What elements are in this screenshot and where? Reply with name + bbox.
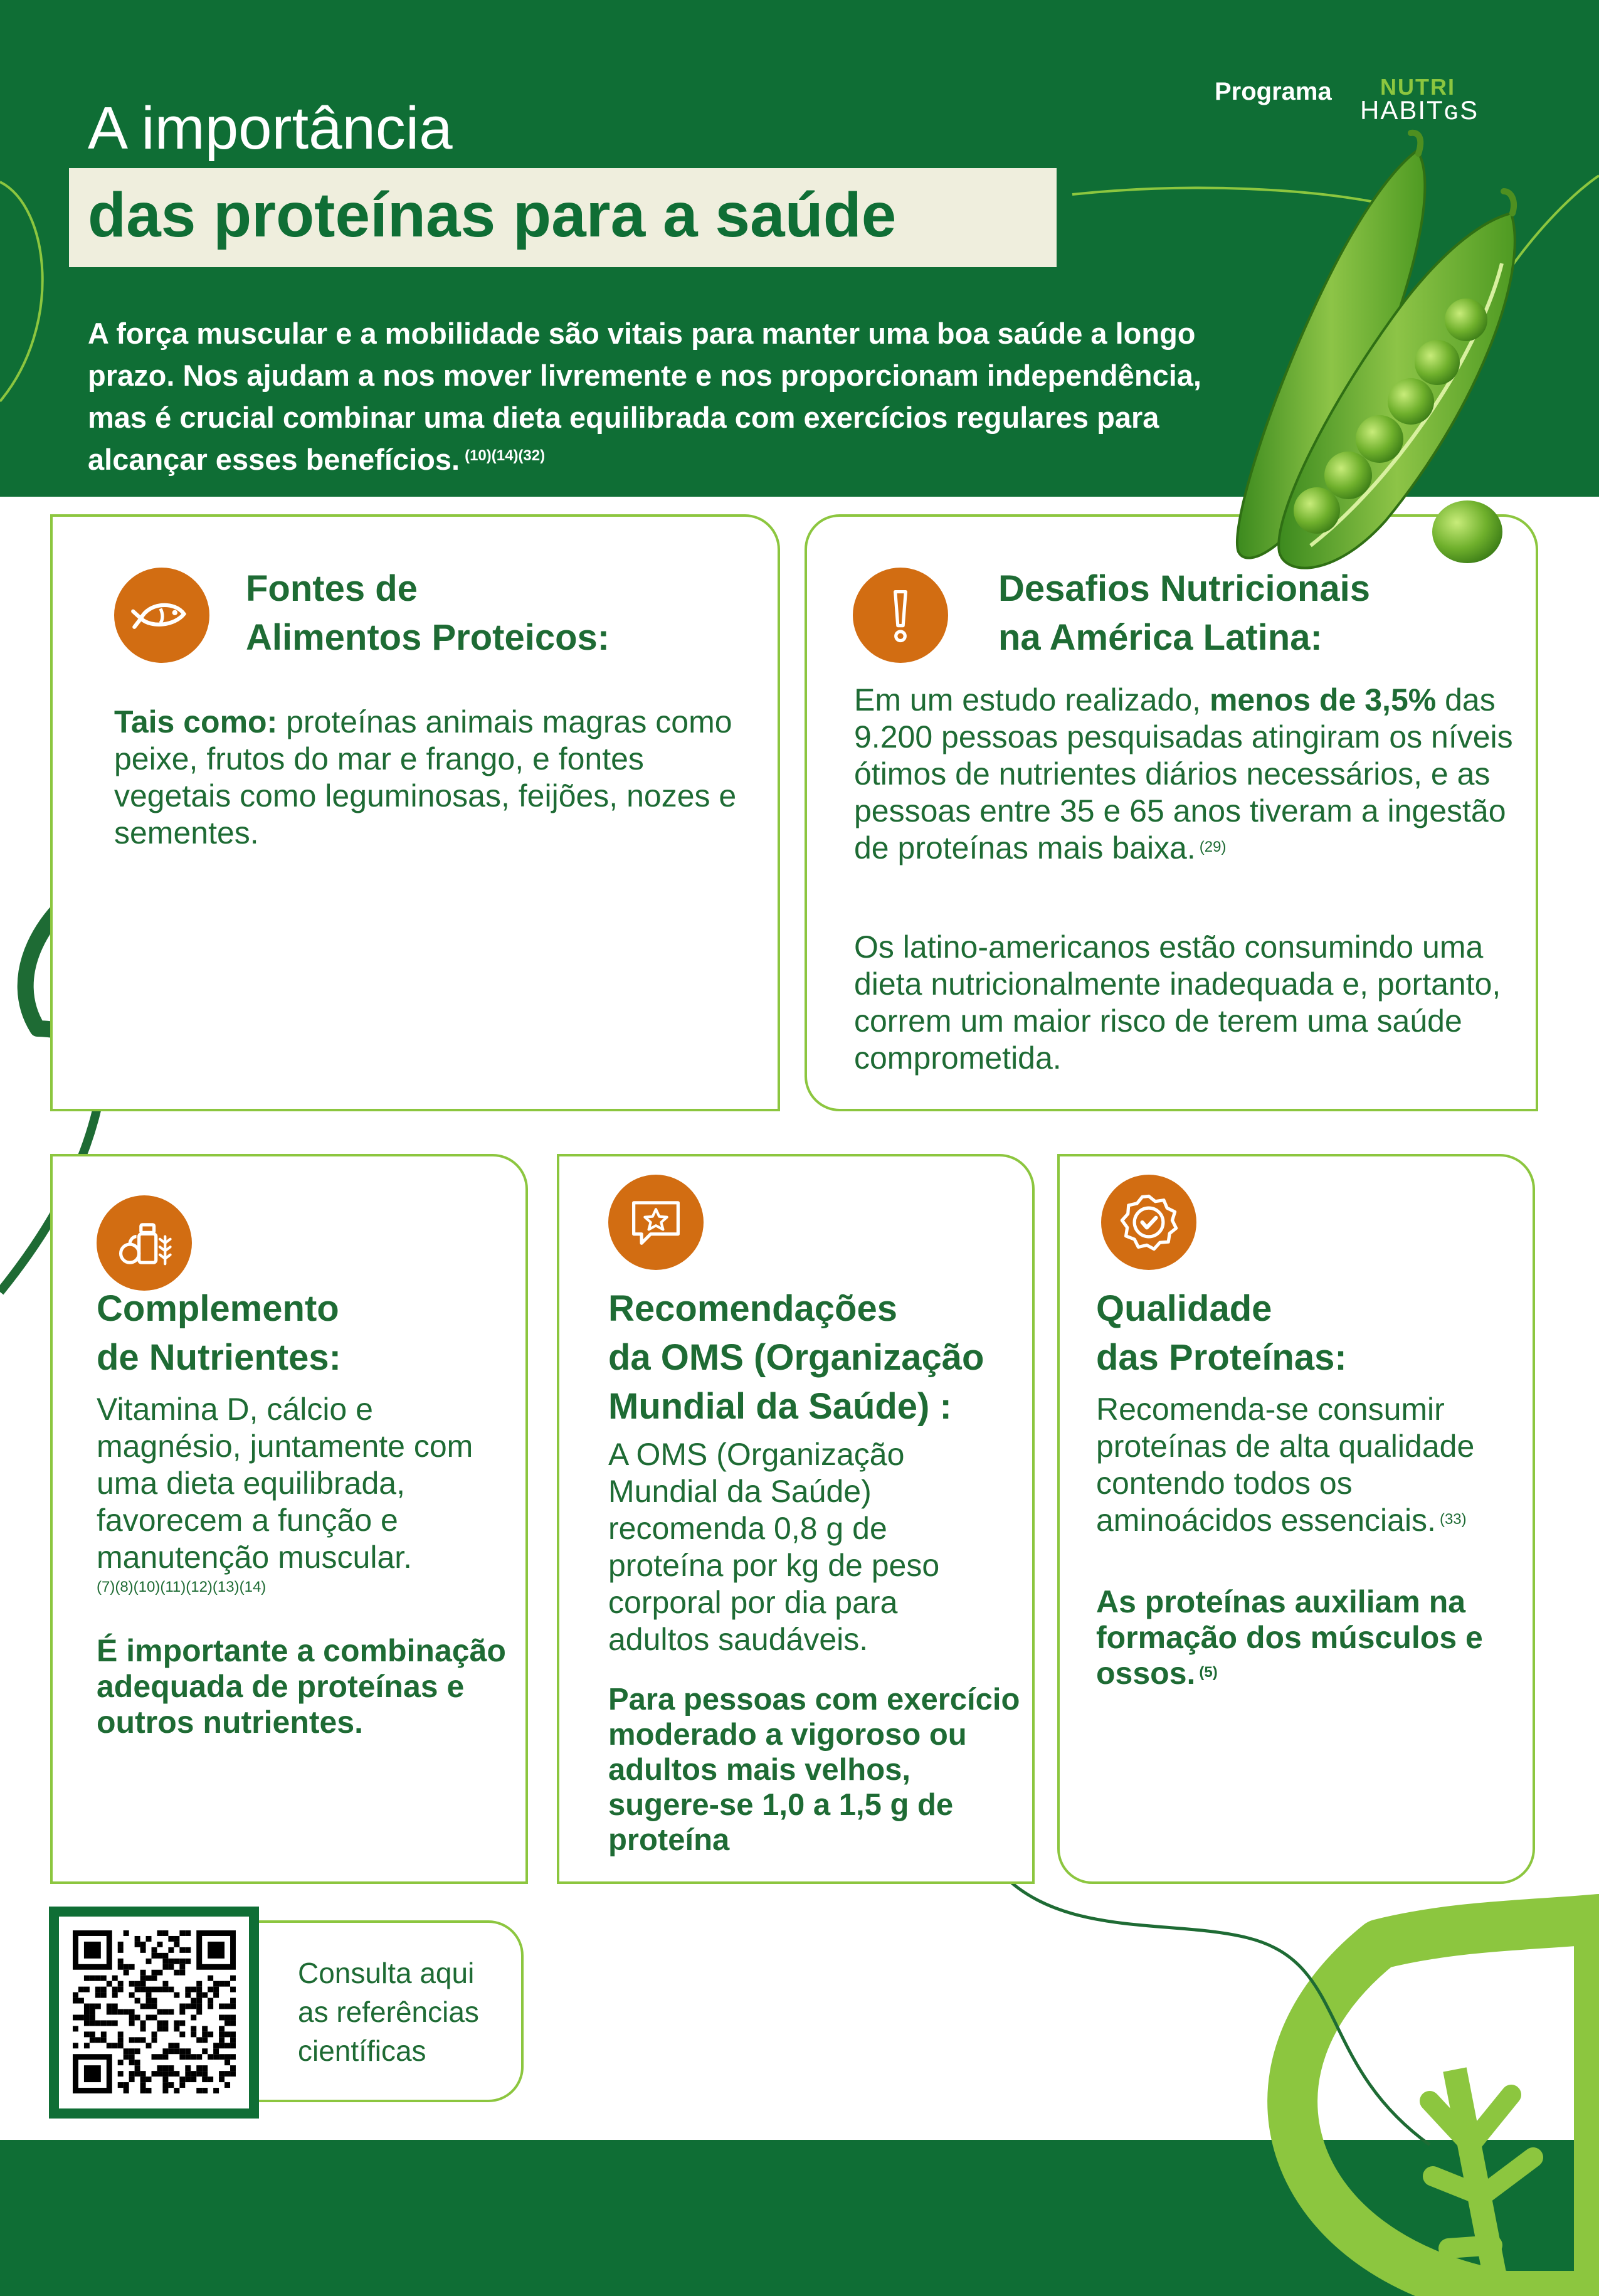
desafios-p1-bold: menos de 3,5% bbox=[1209, 682, 1437, 717]
qualidade-title bbox=[1096, 1284, 1522, 1382]
oms-title bbox=[608, 1284, 1035, 1431]
qualidade-strong bbox=[1096, 1584, 1522, 1691]
complemento-title bbox=[97, 1284, 523, 1382]
brand-nutri: NUTRI bbox=[1380, 74, 1455, 100]
hero-intro bbox=[88, 312, 1242, 480]
desafios-p1-ref: (29) bbox=[1199, 839, 1227, 855]
qualidade-body bbox=[1096, 1391, 1517, 1539]
quality-badge-icon bbox=[1101, 1175, 1196, 1270]
complemento-title-l1: Complemento bbox=[97, 1288, 339, 1329]
oms-title-l2: da OMS (Organização bbox=[608, 1337, 984, 1378]
desafios-p1-b: das 9.200 pessoas pesquisadas atingiram os níveis ótimos de nutrientes diários necessários, e as pessoas entre 35 e 65 anos tiveram a ingestão de proteínas mais baixa. bbox=[854, 682, 1513, 865]
desafios-p1 bbox=[854, 682, 1519, 867]
oms-title-l1: Recomendações bbox=[608, 1288, 897, 1329]
qualidade-title-l1: Qualidade bbox=[1096, 1288, 1272, 1329]
desafios-title-l1: Desafios Nutricionais bbox=[998, 568, 1371, 609]
brand-habitos: HABITɢS bbox=[1360, 95, 1479, 125]
qualidade-strong-text: As proteínas auxiliam na formação dos músculos e ossos. bbox=[1096, 1584, 1483, 1691]
oms-body: A OMS (Organização Mundial da Saúde) recomenda 0,8 g de proteína por kg de peso corporal por dia para adultos saudáveis. bbox=[608, 1437, 940, 1657]
qualidade-strong-ref: (5) bbox=[1199, 1664, 1218, 1681]
chat-star-icon bbox=[608, 1175, 704, 1270]
hero-intro-text: A força muscular e a mobilidade são vitais para manter uma boa saúde a longo prazo. Nos ajudam a nos mover livremente e nos proporcionam independência, mas é crucial combinar uma dieta equilibrada com exercícios regulares para alcançar esses benefícios. bbox=[88, 317, 1201, 476]
brand-prefix: Programa bbox=[1215, 78, 1332, 105]
oms-title-l3: Mundial da Saúde) : bbox=[608, 1386, 952, 1427]
complemento-body bbox=[97, 1391, 515, 1597]
hero-title-line1: A importância bbox=[88, 95, 453, 162]
complemento-text: Vitamina D, cálcio e magnésio, juntamente com uma dieta equilibrada, favorecem a função e manutenção muscular. bbox=[97, 1392, 473, 1575]
qr-text: Consulta aqui as referências científicas bbox=[298, 1957, 479, 2067]
exclamation-icon bbox=[853, 568, 948, 663]
fontes-text: proteínas animais magras como peixe, frutos do mar e frango, e fontes vegetais como leguminosas, feijões, nozes e sementes. bbox=[114, 704, 737, 850]
qualidade-text: Recomenda-se consumir proteínas de alta qualidade contendo todos os aminoácidos essenciais. bbox=[1096, 1392, 1475, 1538]
qualidade-title-l2: das Proteínas: bbox=[1096, 1337, 1347, 1378]
desafios-title bbox=[998, 564, 1512, 662]
fontes-title-l1: Fontes de bbox=[246, 568, 418, 609]
hero-title-line2: das proteínas para a saúde bbox=[88, 180, 897, 250]
complemento-refs: (7)(8)(10)(11)(12)(13)(14) bbox=[97, 1579, 266, 1595]
fontes-body bbox=[114, 704, 754, 852]
fontes-title bbox=[246, 564, 747, 662]
supplements-icon bbox=[97, 1195, 192, 1291]
desafios-title-l2: na América Latina: bbox=[998, 617, 1322, 658]
qr-frame[interactable] bbox=[49, 1907, 259, 2119]
qualidade-ref: (33) bbox=[1439, 1511, 1467, 1528]
desafios-p2: Os latino-americanos estão consumindo uma dieta nutricionalmente inadequada e, portanto, correm um maior risco de terem uma saúde comprometida. bbox=[854, 929, 1501, 1076]
fish-icon bbox=[114, 568, 209, 663]
complemento-strong: É importante a combinação adequada de proteínas e outros nutrientes. bbox=[97, 1633, 506, 1740]
oms-strong: Para pessoas com exercício moderado a vigoroso ou adultos mais velhos, sugere-se 1,0 a 1,5 g de proteína bbox=[608, 1683, 1020, 1857]
footer-band bbox=[0, 2140, 1599, 2296]
hero-intro-refs: (10)(14)(32) bbox=[465, 447, 546, 464]
fontes-title-l2: Alimentos Proteicos: bbox=[246, 617, 610, 658]
complemento-title-l2: de Nutrientes: bbox=[97, 1337, 341, 1378]
qr-code-icon[interactable] bbox=[73, 1930, 236, 2093]
desafios-p1-a: Em um estudo realizado, bbox=[854, 682, 1210, 717]
fontes-lead: Tais como: bbox=[114, 704, 278, 739]
